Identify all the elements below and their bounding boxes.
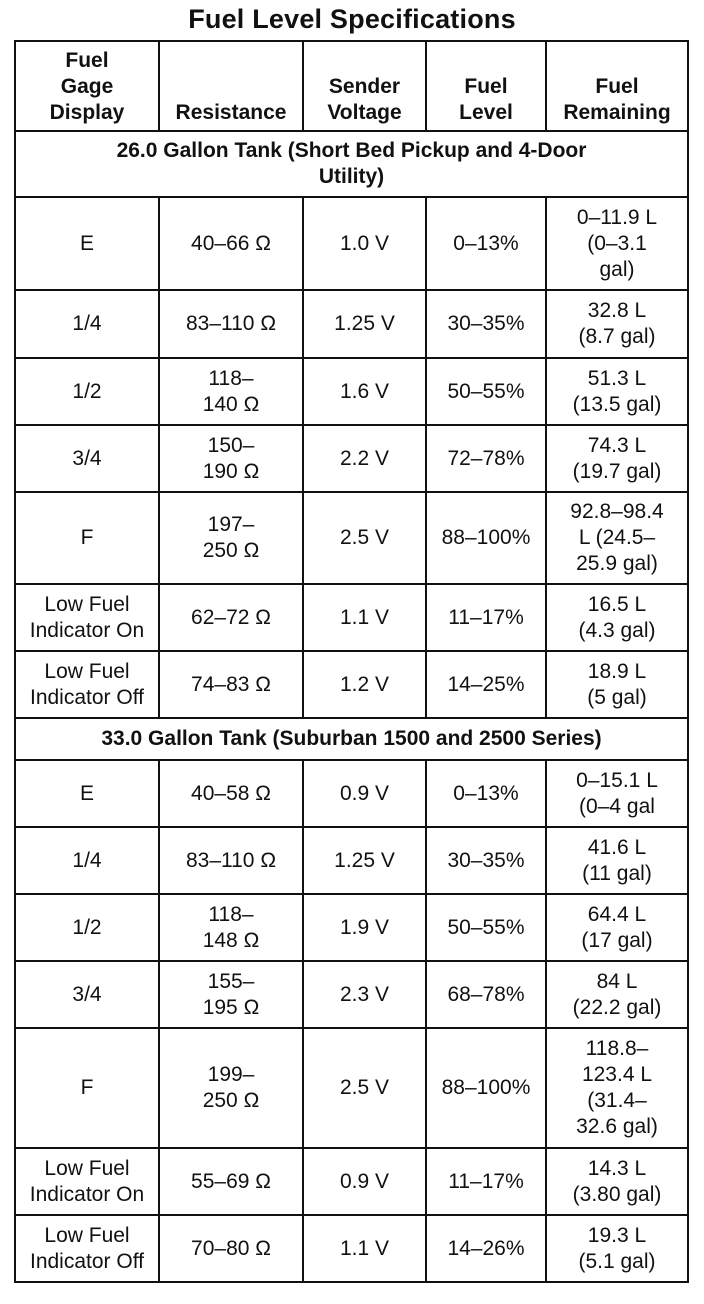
cell-line: 14.3 L <box>587 1156 647 1180</box>
cell-line: Low Fuel <box>44 1223 130 1247</box>
cell-fuel-level: 30–35% <box>426 290 546 358</box>
cell-resistance <box>159 290 303 358</box>
cell-sender-voltage: 2.2 V <box>303 425 426 492</box>
cell-line: 155– <box>207 969 255 993</box>
cell-line: 74–83 Ω <box>191 672 271 696</box>
cell-line: 92.8–98.4 <box>570 500 664 523</box>
cell-line: 118.8– <box>585 1037 649 1060</box>
cell-resistance <box>159 827 303 894</box>
cell-line: (0–4 gal <box>579 794 655 818</box>
cell-line: (4.3 gal) <box>578 618 656 642</box>
cell-line: 190 Ω <box>202 459 260 483</box>
cell-fuel-remaining <box>546 1028 688 1148</box>
cell-fuel-remaining <box>546 827 688 894</box>
header-resistance <box>159 41 303 131</box>
cell-line: 33.0 Gallon Tank (Suburban 1500 and 2500 Series) <box>101 727 602 750</box>
table-row <box>15 894 688 961</box>
cell-fuel-level: 14–25% <box>426 651 546 718</box>
header-sender-voltage <box>303 41 426 131</box>
cell-fuel-level: 50–55% <box>426 894 546 961</box>
cell-line: (19.7 gal) <box>572 459 662 483</box>
cell-line: 0–11.9 L <box>576 205 658 229</box>
cell-fuel-level: 68–78% <box>426 961 546 1028</box>
cell-fuel-level: 88–100% <box>426 492 546 584</box>
cell-line: 195 Ω <box>202 995 260 1019</box>
cell-line: Indicator Off <box>29 685 144 709</box>
cell-line: 64.4 L <box>587 902 647 926</box>
cell-gage-display <box>15 584 159 651</box>
table-body <box>15 131 688 1282</box>
cell-fuel-level: 0–13% <box>426 760 546 827</box>
cell-resistance <box>159 358 303 425</box>
cell-line: E <box>79 231 94 255</box>
cell-fuel-level: 30–35% <box>426 827 546 894</box>
cell-line: F <box>80 1076 94 1099</box>
header-line: Sender <box>328 75 401 98</box>
table-row <box>15 1028 688 1148</box>
cell-fuel-level: 14–26% <box>426 1215 546 1282</box>
cell-line: (13.5 gal) <box>572 392 662 416</box>
cell-line: gal) <box>599 257 635 281</box>
cell-line: 250 Ω <box>202 1089 260 1112</box>
cell-line: Low Fuel <box>44 1156 130 1180</box>
cell-fuel-remaining <box>546 358 688 425</box>
cell-gage-display <box>15 1215 159 1282</box>
cell-line: 3/4 <box>72 446 102 470</box>
header-line: Display <box>49 101 125 124</box>
table-row <box>15 425 688 492</box>
cell-line: 197– <box>207 513 255 536</box>
table-row <box>15 827 688 894</box>
table-row <box>15 290 688 358</box>
fuel-level-table <box>14 40 689 1283</box>
header-fuel-gage-display <box>15 41 159 131</box>
cell-fuel-remaining <box>546 1215 688 1282</box>
cell-line: 0–15.1 L <box>576 768 658 792</box>
cell-line: (17 gal) <box>581 928 653 952</box>
page-title: Fuel Level Specifications <box>188 4 516 34</box>
cell-sender-voltage: 1.9 V <box>303 894 426 961</box>
cell-sender-voltage: 0.9 V <box>303 760 426 827</box>
cell-fuel-level: 11–17% <box>426 584 546 651</box>
cell-line: 25.9 gal) <box>576 552 658 575</box>
cell-sender-voltage: 1.25 V <box>303 290 426 358</box>
cell-line: 1/4 <box>72 312 102 335</box>
header-row <box>15 41 688 131</box>
header-line: Resistance <box>175 101 287 124</box>
header-line: Remaining <box>563 101 671 124</box>
header-line: Fuel <box>65 49 109 72</box>
cell-line: 1/2 <box>72 379 102 403</box>
cell-line: 32.6 gal) <box>576 1115 658 1138</box>
cell-line: 62–72 Ω <box>191 605 271 629</box>
cell-sender-voltage: 1.1 V <box>303 584 426 651</box>
cell-gage-display <box>15 358 159 425</box>
table-row <box>15 358 688 425</box>
table-row <box>15 961 688 1028</box>
cell-gage-display <box>15 651 159 718</box>
cell-sender-voltage: 1.2 V <box>303 651 426 718</box>
cell-line: 40–66 Ω <box>191 231 271 255</box>
cell-fuel-remaining <box>546 425 688 492</box>
cell-line: (22.2 gal) <box>572 995 662 1019</box>
cell-gage-display <box>15 894 159 961</box>
header-line: Gage <box>60 75 114 98</box>
section-title <box>15 718 688 760</box>
cell-line: 41.6 L <box>587 835 647 859</box>
header-line: Fuel <box>595 75 639 98</box>
cell-gage-display <box>15 760 159 827</box>
cell-line: 199– <box>207 1063 255 1086</box>
cell-sender-voltage: 1.0 V <box>303 197 426 290</box>
cell-line: Indicator On <box>29 618 145 642</box>
cell-gage-display <box>15 827 159 894</box>
cell-gage-display <box>15 197 159 290</box>
cell-fuel-remaining <box>546 760 688 827</box>
cell-fuel-level: 88–100% <box>426 1028 546 1148</box>
cell-gage-display <box>15 961 159 1028</box>
cell-fuel-remaining <box>546 1148 688 1215</box>
cell-sender-voltage: 2.5 V <box>303 492 426 584</box>
cell-line: L (24.5– <box>578 526 656 549</box>
cell-resistance <box>159 1148 303 1215</box>
cell-resistance <box>159 492 303 584</box>
cell-line: (5.1 gal) <box>578 1249 656 1273</box>
table-row <box>15 492 688 584</box>
cell-resistance <box>159 961 303 1028</box>
cell-fuel-level: 0–13% <box>426 197 546 290</box>
cell-line: 3/4 <box>72 982 102 1006</box>
cell-resistance <box>159 894 303 961</box>
cell-line: Utility) <box>318 165 385 188</box>
cell-fuel-level: 11–17% <box>426 1148 546 1215</box>
cell-resistance <box>159 1215 303 1282</box>
cell-gage-display <box>15 1148 159 1215</box>
table-row <box>15 584 688 651</box>
cell-gage-display <box>15 425 159 492</box>
cell-line: E <box>79 781 94 805</box>
section-header-row <box>15 718 688 760</box>
cell-fuel-remaining <box>546 584 688 651</box>
cell-line: 1/4 <box>72 848 102 872</box>
cell-line: 74.3 L <box>587 433 647 457</box>
cell-fuel-level: 50–55% <box>426 358 546 425</box>
cell-sender-voltage: 1.6 V <box>303 358 426 425</box>
cell-line: Indicator Off <box>29 1249 144 1273</box>
section-title <box>15 131 688 197</box>
cell-line: (0–3.1 <box>587 231 647 255</box>
cell-resistance <box>159 197 303 290</box>
cell-resistance <box>159 584 303 651</box>
cell-sender-voltage: 1.25 V <box>303 827 426 894</box>
cell-line: 19.3 L <box>587 1223 647 1247</box>
cell-line: 84 L <box>596 969 638 993</box>
cell-line: 123.4 L <box>581 1063 653 1086</box>
cell-resistance <box>159 760 303 827</box>
cell-fuel-remaining <box>546 961 688 1028</box>
cell-sender-voltage: 2.5 V <box>303 1028 426 1148</box>
header-line: Voltage <box>327 101 402 124</box>
cell-sender-voltage: 1.1 V <box>303 1215 426 1282</box>
cell-line: 83–110 Ω <box>185 312 277 335</box>
cell-line: Indicator On <box>29 1182 145 1206</box>
table-row <box>15 760 688 827</box>
cell-line: 118– <box>208 366 254 390</box>
cell-line: 250 Ω <box>202 539 260 562</box>
cell-line: 118– <box>208 902 254 926</box>
cell-line: (31.4– <box>587 1089 647 1112</box>
cell-line: (3.80 gal) <box>572 1182 662 1206</box>
cell-line: 26.0 Gallon Tank (Short Bed Pickup and 4-Door <box>116 139 587 162</box>
cell-line: 18.9 L <box>587 659 647 683</box>
cell-fuel-remaining <box>546 290 688 358</box>
cell-line: Low Fuel <box>44 659 130 683</box>
header-line: Fuel <box>464 75 508 98</box>
cell-line: 70–80 Ω <box>191 1236 271 1260</box>
cell-line: 148 Ω <box>202 928 260 952</box>
cell-line: Low Fuel <box>44 592 130 616</box>
cell-resistance <box>159 1028 303 1148</box>
cell-line: F <box>80 526 94 549</box>
cell-sender-voltage: 2.3 V <box>303 961 426 1028</box>
cell-fuel-remaining <box>546 651 688 718</box>
cell-line: 150– <box>207 433 255 457</box>
cell-line: 16.5 L <box>587 592 647 616</box>
section-header-row <box>15 131 688 197</box>
cell-gage-display <box>15 492 159 584</box>
cell-gage-display <box>15 1028 159 1148</box>
table-row <box>15 651 688 718</box>
cell-gage-display <box>15 290 159 358</box>
header-fuel-remaining <box>546 41 688 131</box>
cell-line: 55–69 Ω <box>191 1169 271 1193</box>
cell-line: 1/2 <box>72 915 102 939</box>
cell-line: (11 gal) <box>582 861 652 885</box>
table-row <box>15 1215 688 1282</box>
cell-line: 140 Ω <box>202 392 260 416</box>
cell-line: 40–58 Ω <box>191 781 271 805</box>
cell-fuel-remaining <box>546 197 688 290</box>
cell-resistance <box>159 651 303 718</box>
cell-line: (5 gal) <box>587 685 647 709</box>
table-row <box>15 1148 688 1215</box>
cell-line: (8.7 gal) <box>578 325 656 348</box>
cell-fuel-remaining <box>546 492 688 584</box>
header-fuel-level <box>426 41 546 131</box>
cell-line: 32.8 L <box>587 299 647 322</box>
cell-fuel-remaining <box>546 894 688 961</box>
cell-fuel-level: 72–78% <box>426 425 546 492</box>
table-row <box>15 197 688 290</box>
cell-line: 51.3 L <box>587 366 647 390</box>
cell-resistance <box>159 425 303 492</box>
cell-sender-voltage: 0.9 V <box>303 1148 426 1215</box>
cell-line: 83–110 Ω <box>185 848 277 872</box>
header-line: Level <box>459 101 513 124</box>
